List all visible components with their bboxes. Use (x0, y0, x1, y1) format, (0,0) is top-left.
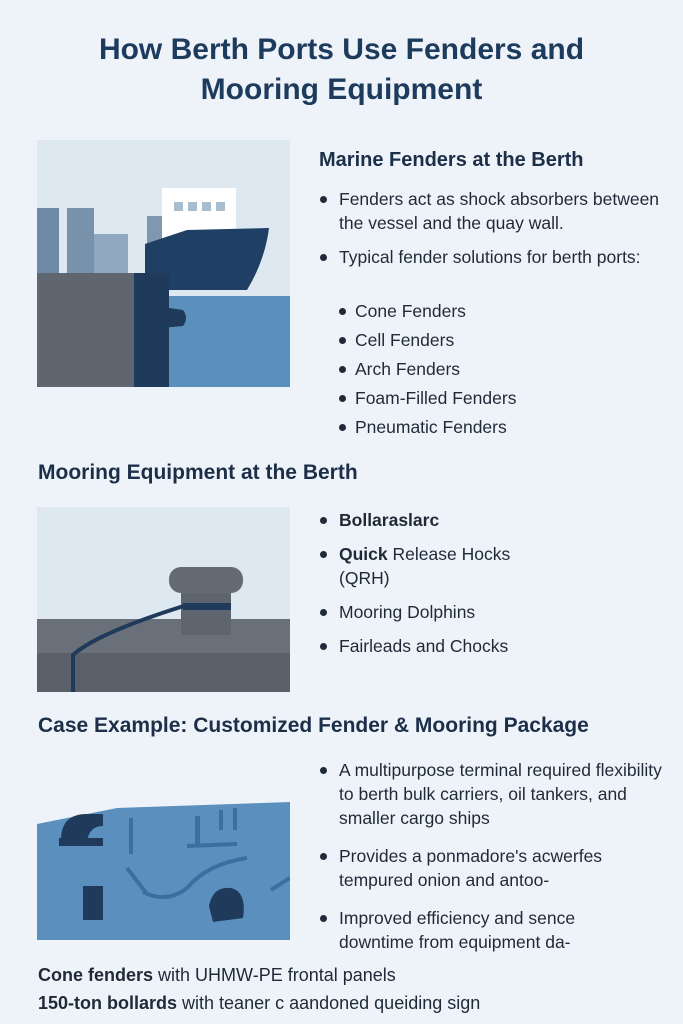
item-rest: Release Hocks (QRH) (339, 544, 511, 588)
list-item: Improved efficiency and sence downtime from equipment da- (317, 906, 639, 954)
list-item: Foam-Filled Fenders (337, 386, 657, 410)
list-item (317, 542, 539, 590)
section3-heading: Case Example: Customized Fender & Mooring Package (38, 714, 589, 737)
list-item: Fenders act as shock absorbers between the vessel and the quay wall. (317, 187, 672, 235)
footer-line2 (38, 990, 480, 1016)
list-item (317, 634, 657, 658)
list-item: Typical fender solutions for berth ports: (317, 245, 672, 269)
page-title-line2: Mooring Equipment (200, 73, 483, 106)
list-item: Arch Fenders (337, 357, 657, 381)
list-item: Cone Fenders (337, 299, 657, 323)
bollard-icon (37, 507, 290, 692)
list-item: Provides a ponmadore's acwerfes tempured onion and antoo- (317, 844, 639, 892)
case-example-list (317, 758, 667, 954)
footer-line1 (38, 962, 396, 988)
section1-heading: Marine Fenders at the Berth (319, 149, 584, 171)
list-item (317, 600, 657, 624)
list-item: Cell Fenders (337, 328, 657, 352)
fender-types-list (337, 299, 657, 439)
list-item (317, 508, 657, 532)
mooring-layout-illustration (37, 768, 290, 940)
page-title (0, 30, 683, 110)
footer-line1-rest: with UHMW-PE frontal panels (153, 965, 396, 985)
footer-line1-bold: Cone fenders (38, 965, 154, 985)
mooring-equipment-list (317, 508, 657, 658)
list-item: Pneumatic Fenders (337, 415, 657, 439)
ship-icon (37, 140, 290, 387)
footer-line2-rest: with teaner c aandoned queiding sign (177, 993, 481, 1013)
list-item: A multipurpose terminal required flexibility to berth bulk carriers, oil tankers, and smaller cargo ships (317, 758, 667, 830)
ship-at-berth-illustration (37, 140, 290, 387)
item-bold: Quick (339, 544, 388, 564)
page-title-line1: How Berth Ports Use Fenders and (98, 33, 585, 66)
item-bold: Bollaraslarc (339, 510, 440, 530)
item-rest: Fairleads and Chocks (339, 636, 509, 656)
item-rest: Mooring Dolphins (339, 602, 476, 622)
mooring-layout-icon (37, 768, 290, 940)
fender-info-list (317, 187, 672, 269)
bollard-illustration (37, 507, 290, 692)
section2-heading: Mooring Equipment at the Berth (38, 461, 358, 484)
footer-line2-bold: 150-ton bollards (38, 993, 178, 1013)
